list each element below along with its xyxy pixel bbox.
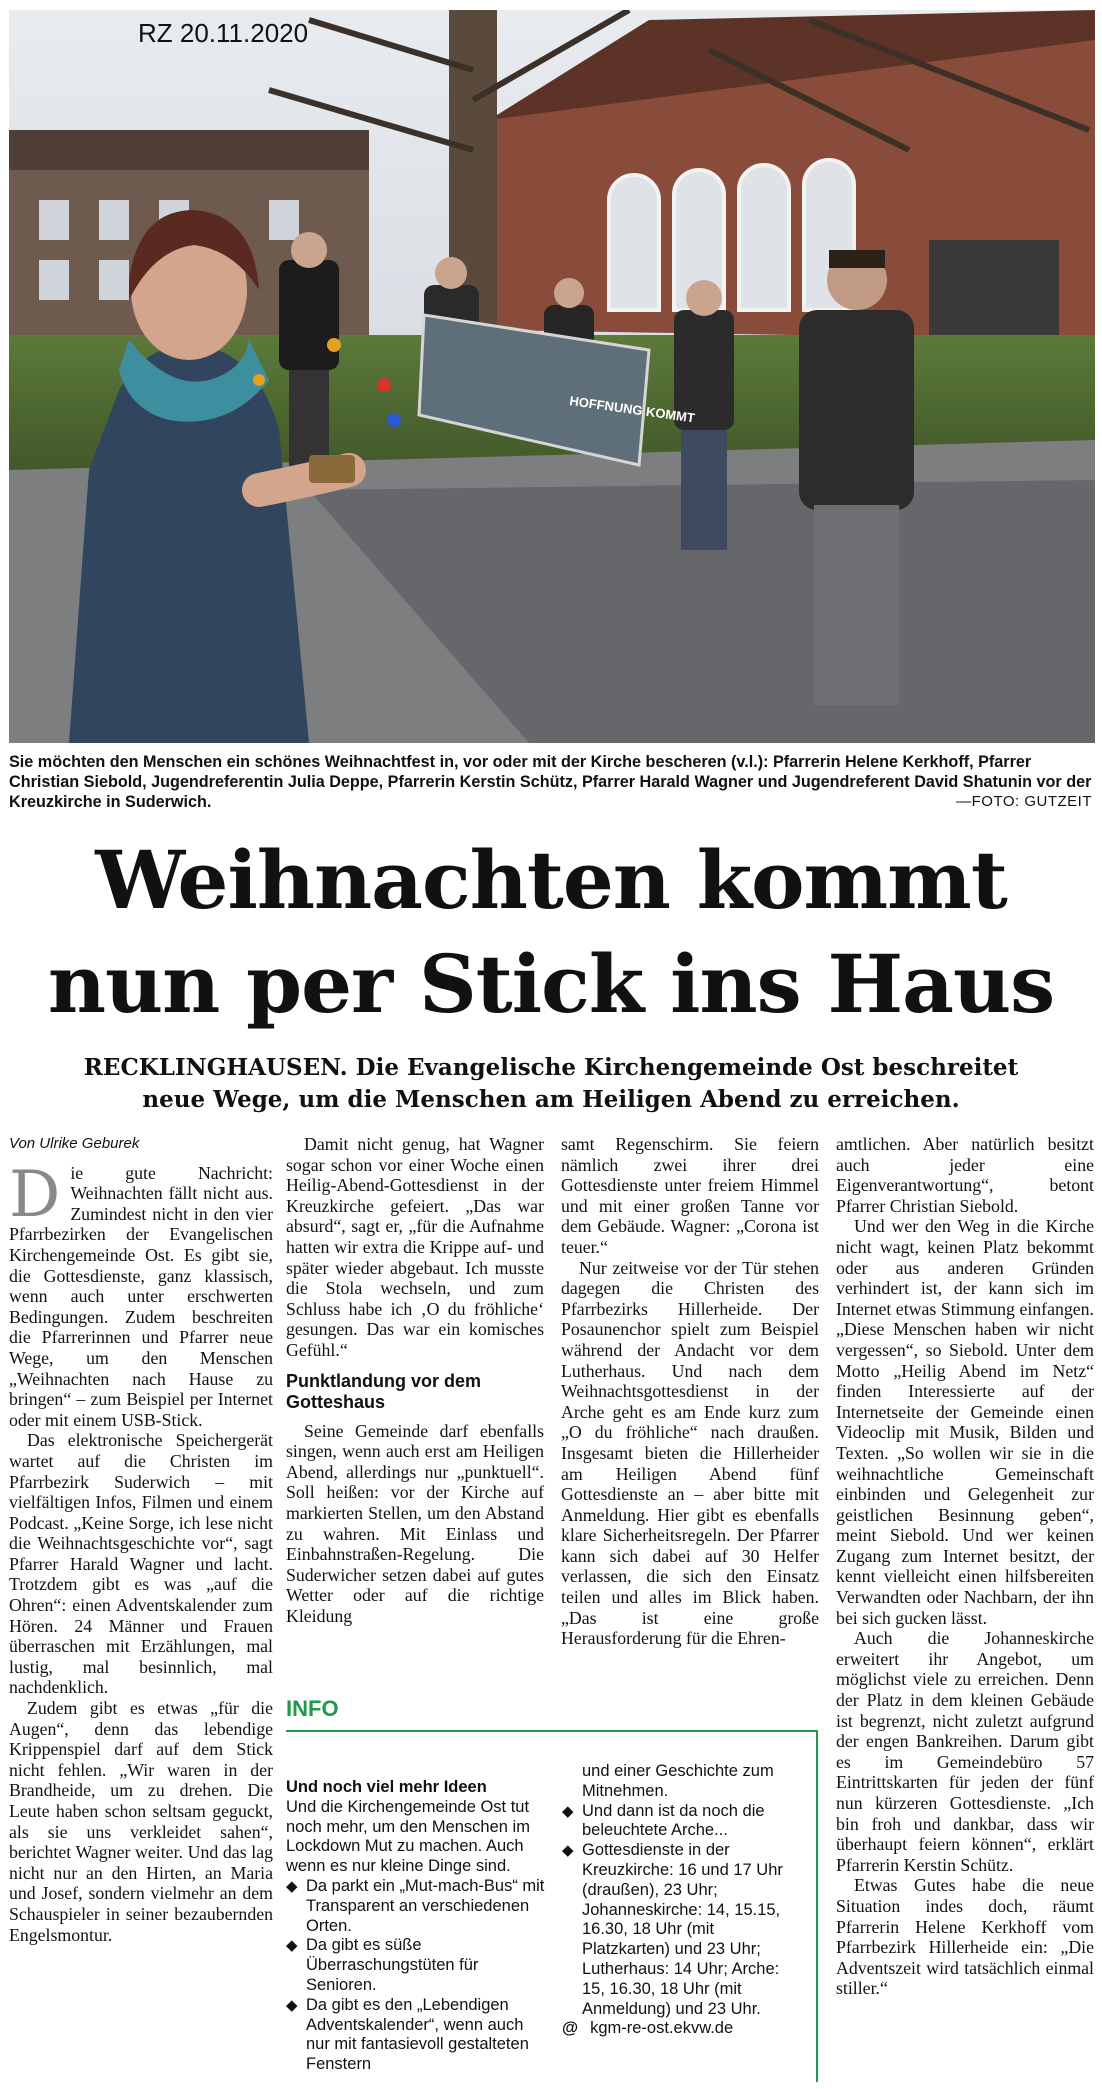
article-column-4 bbox=[836, 1134, 1094, 1999]
paragraph: amtlichen. Aber natürlich besitzt auch jeder eine Eigenverantwortung“, betont Pfarrer Christian Siebold. bbox=[836, 1134, 1094, 1216]
paragraph: Nur zeitweise vor der Tür stehen dagegen die Christen des Pfarrbezirks Hillerheide. Der Posaunenchor spielt zum Beispiel während der Andacht vor dem Lutherhaus. Und nach dem Weihnachtsgottesdienst in der Arche geht es am Ende kurz zum „O du fröhliche“ nach draußen. Insgesamt bieten die Hillerheider am Heiligen Abend fünf Gottesdienste an – aber bitte mit Anmeldung. Hier gibt es ebenfalls klare Sicherheitsregeln. Der Pfarrer kann sich dabei auf 30 Helfer verlassen, die sich den Einsatz teilen und alles im Blick haben. „Das ist eine große Herausforderung für die Ehren- bbox=[561, 1257, 819, 1649]
at-icon: @ bbox=[562, 2019, 579, 2038]
info-bullet: ◆ Und dann ist da noch die beleuchtete Arche... bbox=[562, 1802, 802, 1842]
paragraph-text: ie gute Nachricht: Weihnachten fällt nicht aus. Zumindest nicht in den vier Pfarrbezirken der Evangelischen Kirchengemeinde Ost. Es gibt sie, die Gottesdienste, ganz klassisch, wenn auch unter erschwerten Bedingungen. Zudem beschreiten die Pfarrerinnen und Pfarrer neue Wege, um den Menschen „Weihnachten nach Hause zu bringen“ – zum Beispiel per Internet oder mit einem USB-Stick. bbox=[9, 1162, 273, 1430]
web-link-row bbox=[562, 2019, 802, 2039]
info-bullet: ◆ Da gibt es den „Lebendigen Adventskalender“, wenn auch nur mit fantasievoll gestalteten Fenstern bbox=[286, 1996, 548, 2075]
byline: Von Ulrike Geburek bbox=[9, 1135, 140, 1152]
info-box bbox=[286, 1696, 820, 2084]
paragraph: Auch die Johanneskirche erweitert ihr Angebot, um möglichst viele zu erreichen. Denn der Platz in dem kleinen Gebäude ist begrenzt, nicht zuletzt aufgrund der engen Bankreihen. Darum gibt es im Gemeindebüro 57 Eintrittskarten für jeden der fünf nun kürzeren Gottesdienste. „Ich bin froh und dankbar, dass wir überhaupt feiern können“, erklärt Pfarrerin Kerstin Schütz. bbox=[836, 1628, 1094, 1875]
web-link[interactable]: kgm-re-ost.ekvw.de bbox=[590, 2019, 734, 2038]
photo-credit: —FOTO: GUTZEIT bbox=[956, 793, 1092, 810]
photo-illustration bbox=[9, 10, 1095, 743]
info-bullet: ◆ Gottesdienste in der Kreuzkirche: 16 und 17 Uhr (draußen), 23 Uhr; Johanneskirche: 14, 15.15, 16.30, 18 Uhr (mit Platzkarten) und 23 Uhr; Lutherhaus: 14 Uhr; Arche: 15, 16.30, 18 Uhr (mit Anmeldung) und 23 Uhr. bbox=[562, 1841, 802, 2019]
info-title: INFO bbox=[286, 1696, 339, 1721]
headline bbox=[0, 828, 1102, 1036]
paragraph: samt Regenschirm. Sie feiern nämlich zwei ihrer drei Gottesdienste unter freiem Himmel und mit einer großen Tanne vor dem Gebäude. Wagner: „Corona ist teuer.“ bbox=[561, 1134, 819, 1257]
paragraph: Damit nicht genug, hat Wagner sogar schon vor einer Woche einen Heilig-Abend-Gottesdienst in der Kreuzkirche gefeiert. „Das war absurd“, sagt er, „für die Aufnahme hatten wir extra die Krippe auf- und später wieder abgebaut. Ich musste die Stola wechseln, und zum Schluss habe ich ‚O du fröhliche‘ gesungen. Das war ein komisches Gefühl.“ bbox=[286, 1134, 544, 1360]
paragraph: Seine Gemeinde darf ebenfalls singen, wenn auch erst am Heiligen Abend, allerdings nur „punktuell“. Soll heißen: vor der Kirche auf markierten Stellen, um den Abstand zu wahren. Mit Einlass und Einbahnstraßen-Regelung. Die Suderwicher setzen dabei auf gutes Wetter oder auf die richtige Kleidung bbox=[286, 1420, 544, 1626]
info-column-2 bbox=[562, 1762, 802, 2039]
article-photo bbox=[9, 10, 1095, 743]
article-column-1 bbox=[9, 1134, 273, 1945]
info-frame bbox=[286, 1730, 818, 2082]
info-continuation: und einer Geschichte zum Mitnehmen. bbox=[582, 1762, 774, 1800]
photo-caption bbox=[9, 752, 1095, 812]
caption-text: Sie möchten den Menschen ein schönes Weihnachtfest in, vor oder mit der Kirche bescheren (v.l.): Pfarrerin Helene Kerkhoff, Pfarrer Christian Siebold, Jugendreferentin Julia Deppe, Pfarrerin Kerstin Schütz, Pfarrer Harald Wagner und Jugendreferent David Shatunin vor der Kreuzkirche in Suderwich. bbox=[9, 753, 1092, 811]
subhead-line-2: neue Wege, um die Menschen am Heiligen Abend zu erreichen. bbox=[142, 1086, 960, 1113]
info-bullet: ◆ Da gibt es süße Überraschungstüten für Senioren. bbox=[286, 1936, 548, 1995]
paragraph: Etwas Gutes habe die neue Situation indes doch, räumt Pfarrerin Helene Kerkhoff vom Pfarrbezirk Hillerheide ein: „Die Adventszeit wird tatsächlich einmal stiller.“ bbox=[836, 1875, 1094, 1999]
section-subheading: Punktlandung vor dem Gotteshaus bbox=[286, 1370, 482, 1412]
headline-line-1: Weihnachten kommt bbox=[95, 833, 1007, 927]
paragraph: Und wer den Weg in die Kirche nicht wagt, keinen Platz bekommt oder aus anderen Gründen verhindert ist, der kann sich im Internet etwas Stimmung einfangen. „Diese Menschen haben wir nicht vergessen“, so Siebold. Unter dem Motto „Heilig Abend im Netz“ finden Interessierte auf der Internetseite der Gemeinde einen Videoclip mit Musik, Bilden und Texten. „So wollen wir sie in die weihnachtliche Gemeinschaft einbinden und Gelegenheit zur geistlichen Besinnung geben“, meint Siebold. Und wer keinen Zugang zum Internet besitzt, der kennt vielleicht einen hilfsbereiten Verwandten oder Nachbarn, der ihn bei sich gucken lässt. bbox=[836, 1216, 1094, 1628]
headline-line-2: nun per Stick ins Haus bbox=[47, 937, 1055, 1031]
article-column-2 bbox=[286, 1134, 544, 1626]
date-stamp: RZ 20.11.2020 bbox=[138, 18, 309, 48]
info-bullet: ◆ Da parkt ein „Mut-mach-Bus“ mit Transparent an verschiedenen Orten. bbox=[286, 1877, 548, 1936]
info-column-1 bbox=[286, 1778, 548, 2075]
paragraph bbox=[9, 1157, 273, 1431]
info-subtitle: Und noch viel mehr Ideen bbox=[286, 1778, 487, 1796]
article-column-3 bbox=[561, 1134, 819, 1649]
banner-text: HOFFNUNG KOMMT bbox=[568, 393, 696, 426]
drop-cap: D bbox=[9, 1157, 61, 1232]
paragraph: Zudem gibt es etwas „für die Augen“, denn das lebendige Krippenspiel darf auf dem Stick nicht fehlen. „Wir waren in der Brandheide, um zu drehen. Die Leute haben schon seltsam geguckt, als sie uns verkleidet sahen“, berichtet Wagner weiter. Und das lag nicht nur an den Hirten, an Maria und Josef, sondern vielmehr an dem Schauspieler in seiner bezaubernden Engelsmontur. bbox=[9, 1698, 273, 1945]
info-intro: Und die Kirchengemeinde Ost tut noch mehr, um den Menschen im Lockdown Mut zu machen. Auch wenn es nur kleine Dinge sind. bbox=[286, 1797, 530, 1876]
paragraph: Das elektronische Speichergerät wartet auf die Christen im Pfarrbezirk Suderwich – mit vielfältigen Infos, Filmen und einem Podcast. „Keine Sorge, ich lese nicht die Weihnachtsgeschichte vor“, sagt Pfarrer Harald Wagner und lacht. Trotzdem gibt es was „auf die Ohren“: einen Adventskalender zum Hören. 24 Männer und Frauen überraschen mit Erzählungen, mal lustig, mal besinnlich, mal nachdenklich. bbox=[9, 1430, 273, 1698]
subhead-line-1: RECKLINGHAUSEN. Die Evangelische Kirchengemeinde Ost beschreitet bbox=[83, 1054, 1019, 1081]
subheadline bbox=[0, 1052, 1102, 1116]
